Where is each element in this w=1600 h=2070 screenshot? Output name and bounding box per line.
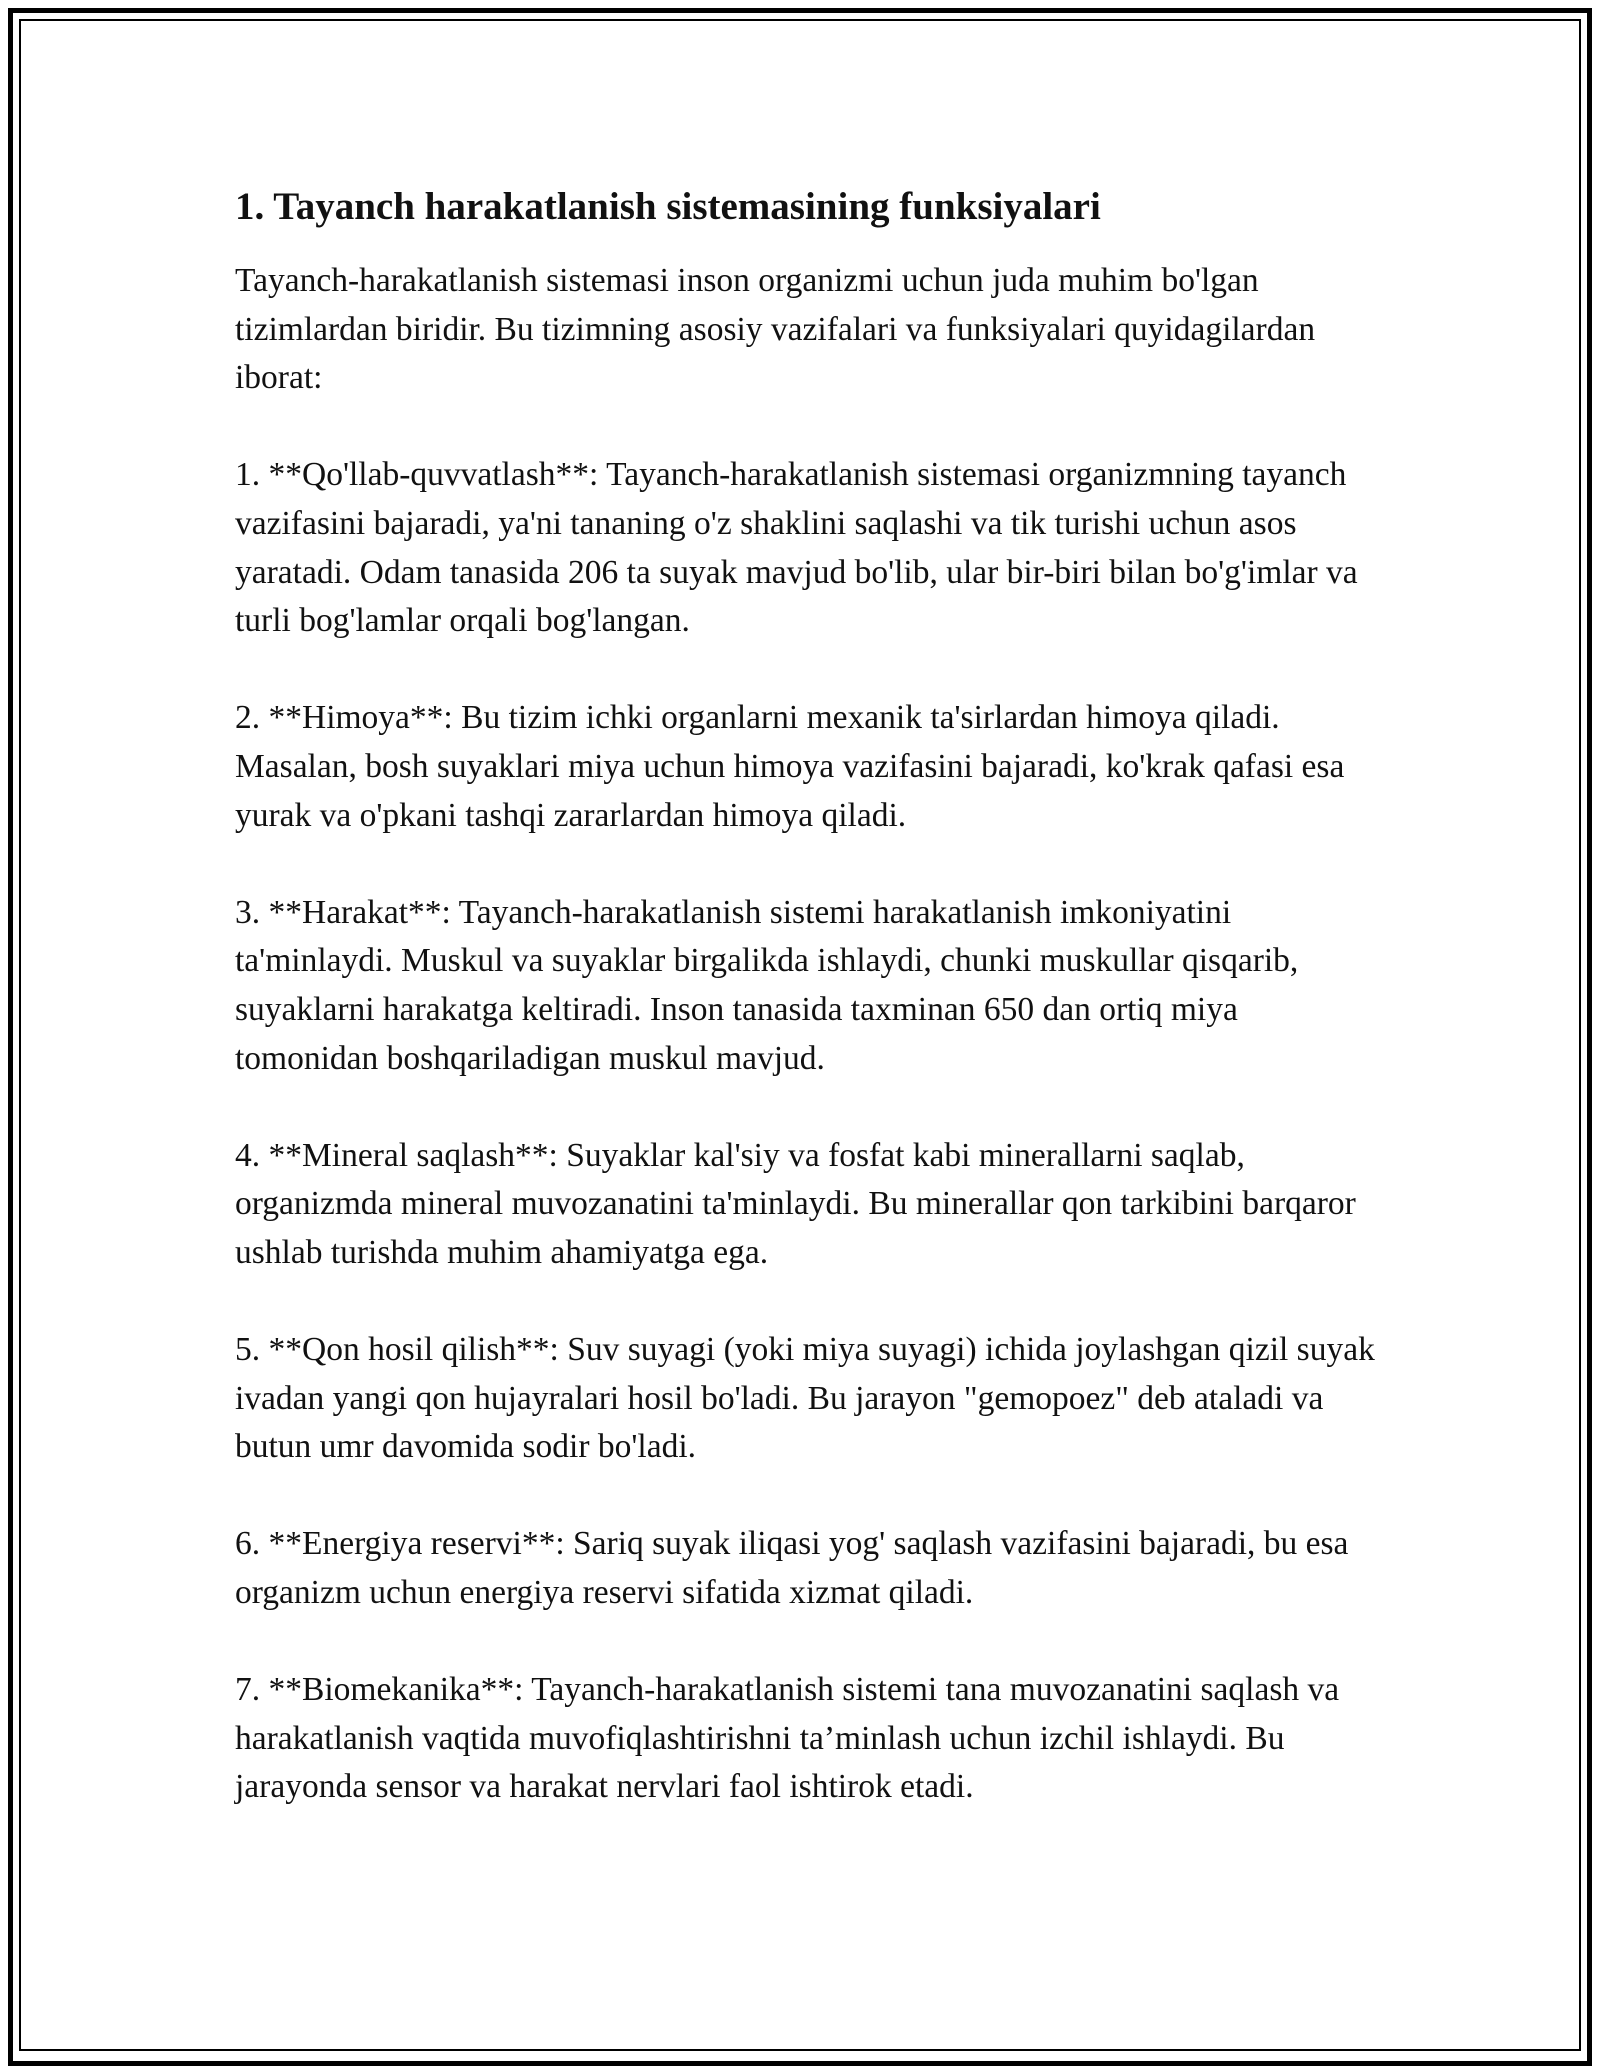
paragraph-biomechanics: 7. **Biomekanika**: Tayanch-harakatlanish sistemi tana muvozanatini saqlash va harakatlanish vaqtida muvofiqlashtirishni ta’minlash uchun izchil ishlaydi. Bu jarayonda sensor va harakat nervlari faol ishtirok etadi. <box>235 1671 1340 1806</box>
paragraph-energy-reserve: 6. **Energiya reservi**: Sariq suyak iliqasi yog' saqlash vazifasini bajaradi, bu esa organizm uchun energiya reservi sifatida xizmat qiladi. <box>235 1525 1349 1612</box>
paragraph-blood-formation: 5. **Qon hosil qilish**: Suv suyagi (yoki miya suyagi) ichida joylashgan qizil suyak ivadan yangi qon hujayralari hosil bo'ladi. Bu jarayon "gemopoez" deb ataladi va butun umr davomida sodir bo'ladi. <box>235 1331 1375 1466</box>
document-title: 1. Tayanch harakatlanish sistemasining funksiyalari <box>235 185 1101 228</box>
document-body <box>235 183 1385 1812</box>
paragraph-mineral-storage: 4. **Mineral saqlash**: Suyaklar kal'siy va fosfat kabi minerallarni saqlab, organizmda mineral muvozanatini ta'minlaydi. Bu minerallar qon tarkibini barqaror ushlab turishda muhim ahamiyatga ega. <box>235 1136 1356 1271</box>
paragraph-protection: 2. **Himoya**: Bu tizim ichki organlarni mexanik ta'sirlardan himoya qiladi. Masalan, bosh suyaklari miya uchun himoya vazifasini bajaradi, ko'krak qafasi esa yurak va o'pkani tashqi zararlardan himoya qiladi. <box>235 699 1345 834</box>
intro-paragraph: Tayanch-harakatlanish sistemasi inson organizmi uchun juda muhim bo'lgan tizimlardan biridir. Bu tizimning asosiy vazifalari va funksiyalari quyidagilardan iborat: <box>235 262 1316 397</box>
paragraph-movement: 3. **Harakat**: Tayanch-harakatlanish sistemi harakatlanish imkoniyatini ta'minlaydi. Muskul va suyaklar birgalikda ishlaydi, chunki muskullar qisqarib, suyaklarni harakatga keltiradi. Inson tanasida taxminan 650 dan ortiq miya tomonidan boshqariladigan muskul mavjud. <box>235 893 1299 1077</box>
paragraph-support: 1. **Qo'llab-quvvatlash**: Tayanch-harakatlanish sistemasi organizmning tayanch vazifasini bajaradi, ya'ni tananing o'z shaklini saqlashi va tik turishi uchun asos yaratadi. Odam tanasida 206 ta suyak mavjud bo'lib, ular bir-biri bilan bo'g'imlar va turli bog'lamlar orqali bog'langan. <box>235 456 1358 640</box>
